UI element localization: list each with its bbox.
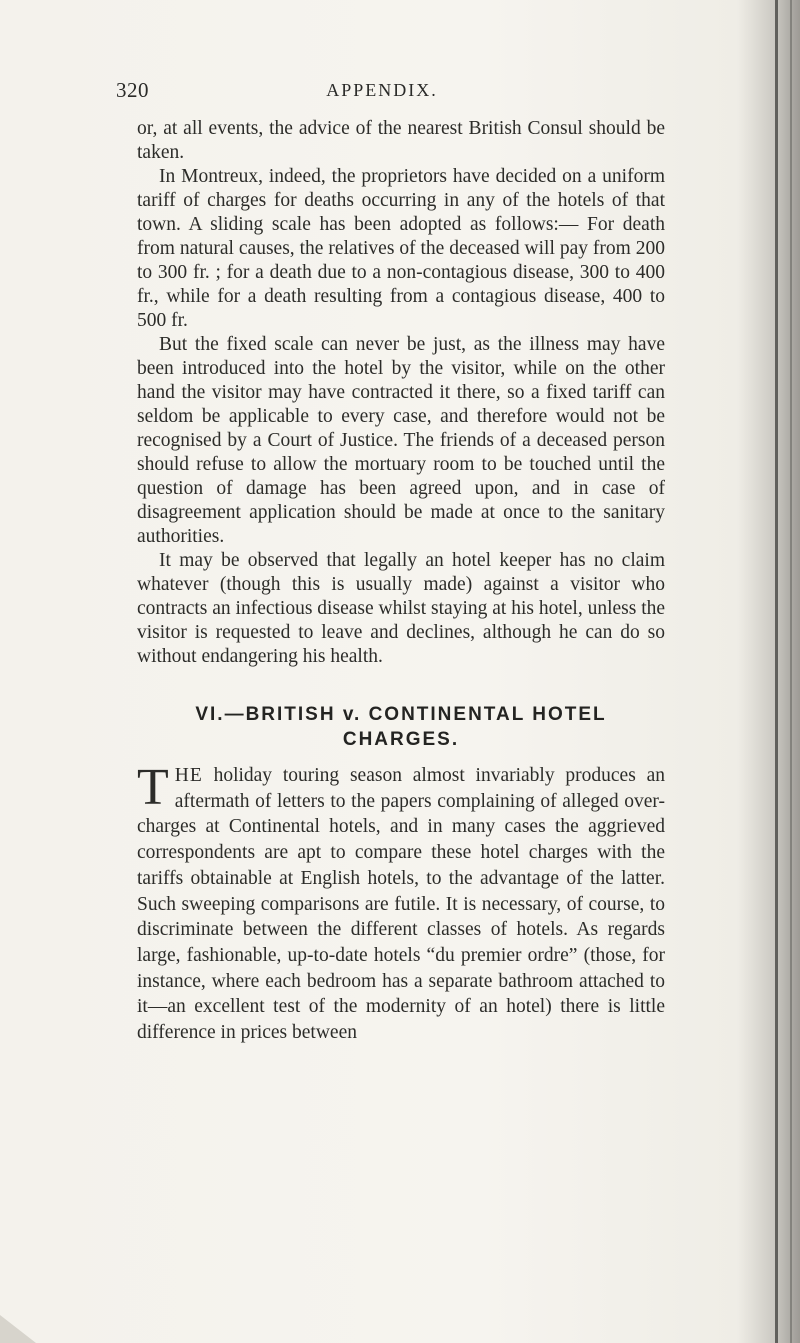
section-paragraph-text: holiday touring season almost invariably produces an aftermath of letters to the papers complaining of alleged over-charges at Continental hotels, and in many cases the aggrieved correspondents are apt to compare these hotel charges with the tariffs obtainable at English hotels, to the advantage of the latter. Such sweeping comparisons are futile. It is necessary, of course, to discriminate between the different classes of hotels. As regards large, fashionable, up-to-date hotels “du premier ordre” (those, for instance, where each bedroom has a separate bathroom attached to it—an excellent test of the modernity of an hotel) there is little difference in prices between xyxy=(137,765,665,1044)
body-text xyxy=(137,117,665,669)
page-corner-mark xyxy=(0,1315,36,1343)
running-head: APPENDIX. xyxy=(326,80,438,100)
page-edge-line xyxy=(775,0,778,1343)
page-edge-line-outer xyxy=(790,0,792,1343)
page-number: 320 xyxy=(116,78,149,102)
section-body xyxy=(137,759,665,1046)
first-word-rest: HE xyxy=(174,765,203,786)
paragraph-montreux: In Montreux, indeed, the proprietors have decided on a uniform tariff of charges for deaths occurring in any of the hotels of that town. A sliding scale has been adopted as follows:— For death from natural causes, the relatives of the deceased will pay from 200 to 300 fr. ; for a death due to a non-contagious disease, 300 to 400 fr., while for a death resulting from a contagious disease, 400 to 500 fr. xyxy=(137,166,665,331)
paragraph-fixed-scale: But the fixed scale can never be just, as the illness may have been introduced into the hotel by the visitor, while on the other hand the visitor may have contracted it there, so a fixed tariff can seldom be applicable to every case, and therefore would not be recognised by a Court of Justice. The friends of a deceased person should refuse to allow the mortuary room to be touched until the question of damage has been agreed upon, and in case of disagreement application should be made at once to the sanitary authorities. xyxy=(137,334,665,547)
page-header xyxy=(0,78,800,108)
section-heading: VI.—BRITISH v. CONTINENTAL HOTEL CHARGES. xyxy=(195,704,607,750)
section-paragraph xyxy=(137,759,665,1046)
paragraph-legal-note: It may be observed that legally an hotel keeper has no claim whatever (though this is usually made) against a visitor who contracts an infectious disease whilst staying at his hotel, unless the visitor is requested to leave and declines, although he can do so without endangering his health. xyxy=(137,550,666,667)
paragraph-continued: or, at all events, the advice of the nearest British Consul should be taken. xyxy=(137,118,665,163)
drop-cap: T xyxy=(137,759,169,816)
